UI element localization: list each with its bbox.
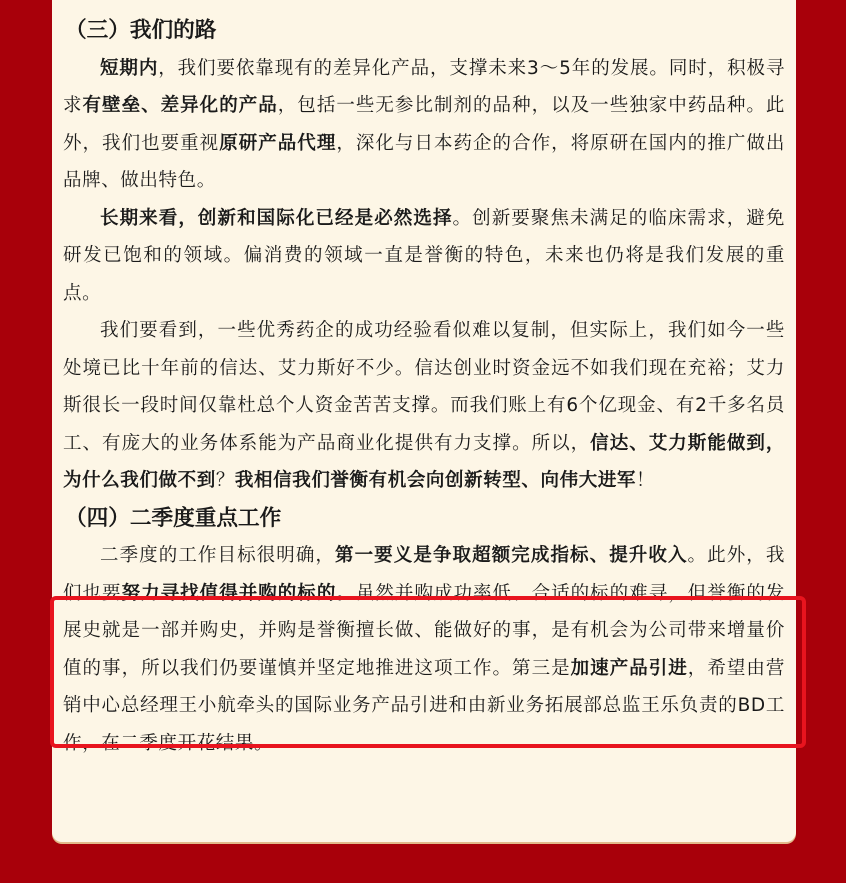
bold-text-run: 我相信我们誉衡有机会向创新转型、向伟大进军 [234,470,637,491]
text-run: ，深化与日本药企的合作，将原研在国内的推广做出品牌、做出特色。 [63,132,785,191]
text-run: 。此外，我们也要 [63,545,785,604]
paragraph-peer-comparison [63,312,785,500]
bold-text-run: 信达、艾力斯能做到，为什么我们做不到 [63,432,785,491]
text-run: ，希望由营销中心总经理王小航牵头的国际业务产品引进和由新业务拓展部总监王乐负责的BD工作，在二季度开花结果。 [63,657,785,754]
text-run: ？ [215,470,235,491]
text-run: 我们要看到，一些优秀药企的成功经验看似难以复制，但实际上，我们如今一些处境已比十年前的信达、艾力斯好不少。信达创业时资金远不如我们现在充裕；艾力斯很长一段时间仅靠杜总个人资金苦苦支撑。而我们账上有6个亿现金、有2千多名员工、有庞大的业务体系能为产品商业化提供有力支撑。所以， [63,320,785,454]
section-heading-q2-priorities: （四）二季度重点工作 [65,505,282,531]
text-run: ，我们要依靠现有的差异化产品，支撑未来3～5年的发展。同时，积极寻求 [63,57,785,116]
bold-text-run: 第一要义是争取超额完成指标、提升收入 [335,545,688,566]
text-run: 二季度的工作目标很明确， [100,545,336,566]
text-run: ！ [636,470,656,491]
paragraph-long-term [63,200,785,313]
text-run: ，包括一些无参比制剂的品种，以及一些独家中药品种。此外，我们也要重视 [63,95,785,154]
paragraph-short-term [63,50,785,200]
section-heading-our-path: （三）我们的路 [65,18,217,43]
bold-text-run: 努力寻找值得并购的标的 [121,582,337,604]
article-content [63,12,785,762]
bold-text-run: 加速产品引进 [570,657,688,679]
text-run: 。创新要聚焦未满足的临床需求，避免研发已饱和的领域。偏消费的领域一直是誉衡的特色，未来也仍将是我们发展的重点。 [63,207,785,304]
bold-text-run: 原研产品代理 [219,132,337,154]
paragraph-q2-goals [63,537,785,762]
bold-text-run: 有壁垒、差异化的产品 [82,95,278,116]
bold-text-run: 长期来看，创新和国际化已经是必然选择 [100,207,453,229]
bold-text-run: 短期内 [100,57,159,79]
text-run: 。虽然并购成功率低、合适的标的难寻，但誉衡的发展史就是一部并购史，并购是誉衡擅长做、能做好的事，是有机会为公司带来增量价值的事，所以我们仍要谨慎并坚定地推进这项工作。第三是 [63,582,785,679]
